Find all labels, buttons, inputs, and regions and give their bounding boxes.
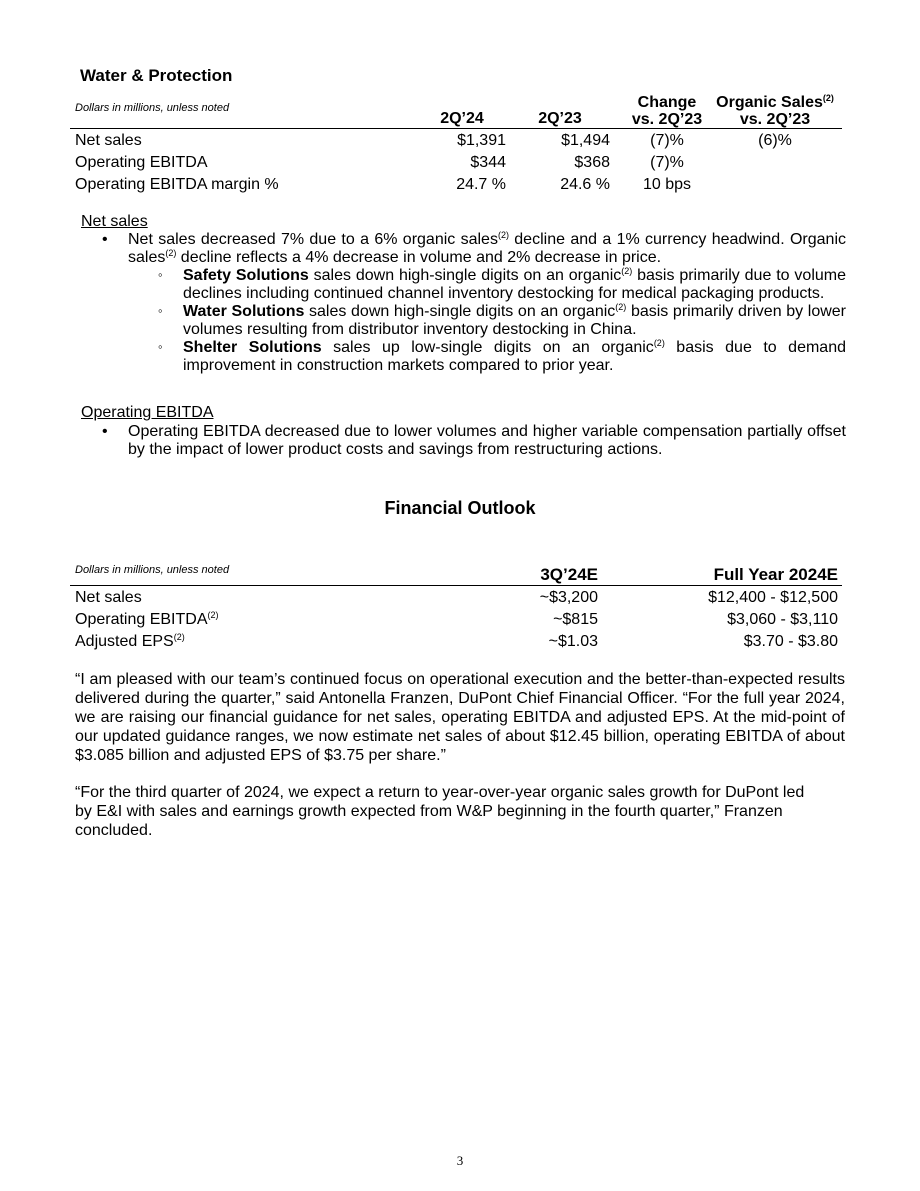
- units-note: Dollars in millions, unless noted: [75, 564, 230, 576]
- header-organic-sales: Organic Sales$^{(2)}$ vs. 2Q’23: [716, 93, 834, 128]
- results-table: [70, 86, 842, 196]
- section-title: Water & Protection: [80, 66, 233, 85]
- table-row: Net sales $1,391 $1,494 (7)% (6)%: [75, 132, 792, 149]
- cfo-quote-paragraph: “I am pleased with our team’s continued focus on operational execution and the better-than-expected results delivered during the quarter,” said Antonella Franzen, DuPont Chief Financial Officer. “For the full year 2024, we are raising our financial guidance for net sales, operating EBITDA and adjusted EPS. At the mid-point of our updated guidance ranges, we now estimate net sales of about $12.45 billion, operating EBITDA of about $3.085 billion and adjusted EPS of $3.75 per share.”: [75, 671, 845, 764]
- header-3q24e: 3Q’24E: [540, 565, 598, 584]
- header-change: Change vs. 2Q’23: [631, 94, 703, 128]
- ebitda-heading: Operating EBITDA: [81, 404, 214, 421]
- results-table-header: [70, 86, 842, 129]
- outlook-quote-paragraph: “For the third quarter of 2024, we expect a return to year-over-year organic sales growth for DuPont led by E&I with sales and earnings growth expected from W&P beginning in the fourth quarter,” Franzen concluded.: [75, 784, 805, 839]
- net-sales-bullets: [80, 231, 846, 375]
- outlook-title: Financial Outlook: [384, 498, 536, 518]
- list-item: ◦ Water Solutions sales down high-single digits on an organic$^{(2)}$ basis primarily driven by lower volumes resulting from distributor inventory destocking in China.: [158, 302, 847, 338]
- ebitda-bullets: [80, 423, 846, 459]
- table-row: Operating EBITDA margin % 24.7 % 24.6 % 10 bps: [75, 176, 692, 193]
- list-item: • Net sales decreased 7% due to a 6% organic sales$^{(2)}$ decline and a 1% currency headwind. Organic sales$^{(2)}$ decline reflects a 4% decrease in volume and 2% decrease in price.: [102, 230, 846, 266]
- outlook-table-header: [70, 548, 842, 586]
- list-item: ◦ Safety Solutions sales down high-single digits on an organic$^{(2)}$ basis primarily due to volume declines including continued channel inventory destocking for medical packaging products.: [158, 266, 846, 302]
- page-number: 3: [456, 1153, 464, 1168]
- list-item: ◦ Shelter Solutions sales up low-single digits on an organic$^{(2)}$ basis due to demand improvement in construction markets compared to prior year.: [158, 338, 847, 374]
- table-row: Operating EBITDA$^{(2)}$ ~$815 $3,060 - $3,110: [75, 610, 838, 628]
- units-note: Dollars in millions, unless noted: [75, 102, 230, 114]
- header-2q24: 2Q’24: [440, 110, 484, 127]
- net-sales-heading: Net sales: [81, 213, 148, 230]
- table-row: Operating EBITDA $344 $368 (7)%: [75, 154, 684, 171]
- header-2q23: 2Q’23: [538, 110, 582, 127]
- header-fy2024e: Full Year 2024E: [713, 565, 838, 584]
- outlook-table: [70, 548, 842, 653]
- list-item: • Operating EBITDA decreased due to lower volumes and higher variable compensation partially offset by the impact of lower product costs and savings from restructuring actions.: [102, 423, 846, 458]
- table-row: Adjusted EPS$^{(2)}$ ~$1.03 $3.70 - $3.80: [75, 632, 838, 650]
- table-row: Net sales ~$3,200 $12,400 - $12,500: [75, 589, 838, 606]
